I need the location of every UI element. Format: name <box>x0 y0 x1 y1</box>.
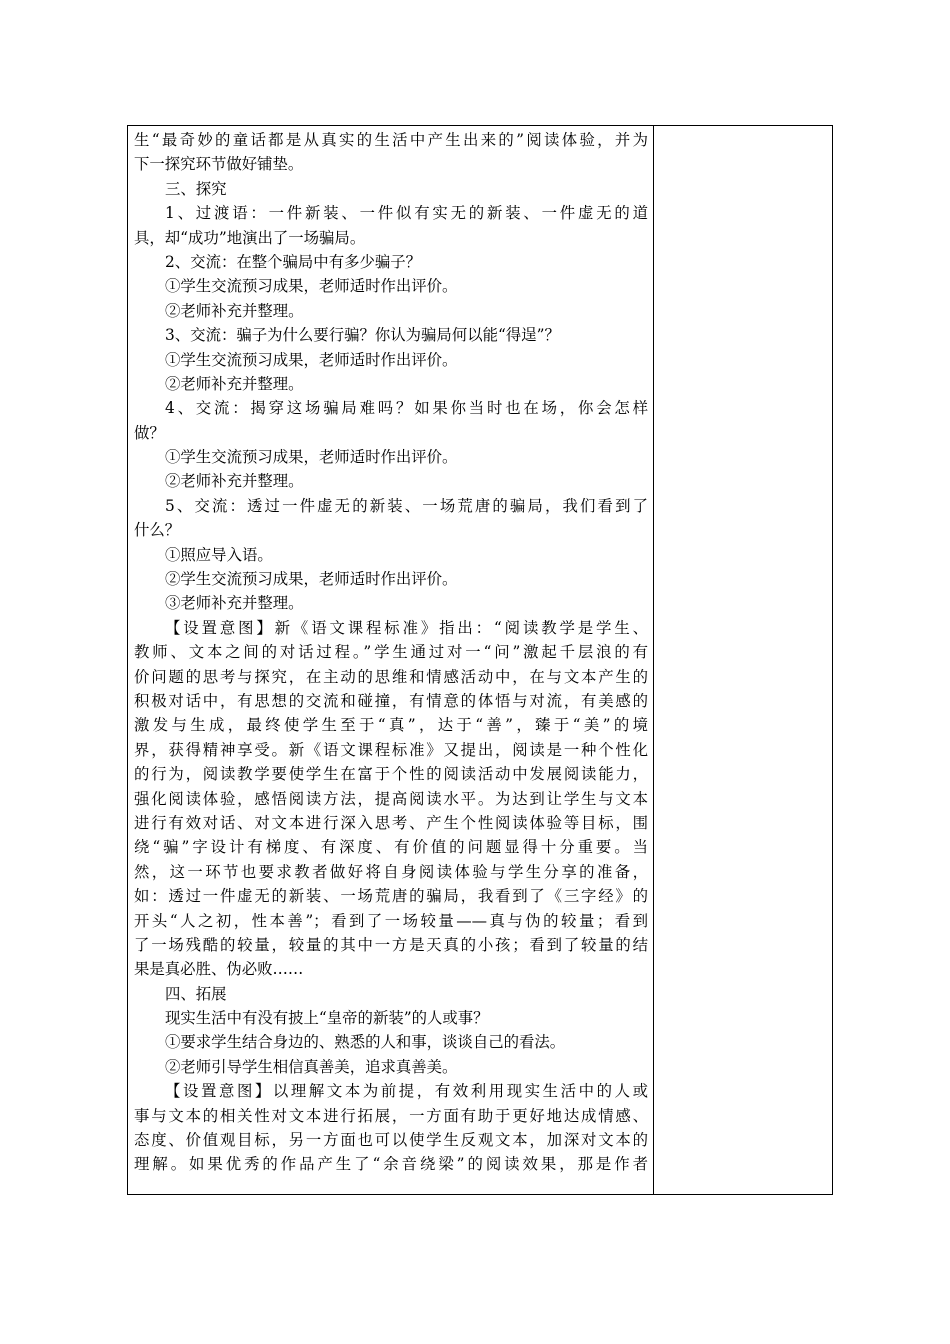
text-line: 进行有效对话、对文本进行深入思考、产生个性阅读体验等目标，围 <box>134 813 648 832</box>
text-line: 强化阅读体验，感悟阅读方法，提高阅读水平。为达到让学生与文本 <box>134 789 648 808</box>
text-line: 具，却“成功”地演出了一场骗局。 <box>134 228 366 247</box>
text-line: 生“最奇妙的童话都是从真实的生活中产生出来的”阅读体验，并为 <box>134 131 648 149</box>
text-line: 的行为，阅读教学要使学生在富于个性的阅读活动中发展阅读能力， <box>134 765 648 784</box>
text-line: 界，获得精神享受。新《语文课程标准》又提出，阅读是一种个性化 <box>134 740 648 759</box>
text-line: 教师、文本之间的对话过程。”学生通过对一“问”激起千层浪的有 <box>134 643 648 662</box>
text-line: 果是真必胜、伪必败…… <box>134 960 304 979</box>
text-line: 四、拓展 <box>165 984 227 1003</box>
text-line: 【设置意图】新《语文课程标准》指出：“阅读教学是学生、 <box>165 618 648 637</box>
text-line: 开头“人之初，性本善”；看到了一场较量——真与伪的较量；看到 <box>134 911 648 930</box>
text-line: 下一探究环节做好铺垫。 <box>134 155 304 174</box>
text-line: 做？ <box>134 423 165 442</box>
text-line: 1、过渡语：一件新装、一件似有实无的新装、一件虚无的道 <box>165 204 648 223</box>
text-line: 三、探究 <box>165 179 227 198</box>
text-line: 【设置意图】以理解文本为前提，有效利用现实生活中的人或 <box>165 1082 648 1101</box>
text-line: ②老师补充并整理。 <box>165 374 304 393</box>
text-line: 积极对话中，有思想的交流和碰撞，有情意的体悟与对流，有美感的 <box>134 691 648 710</box>
text-line: 2、交流：在整个骗局中有多少骗子？ <box>165 252 422 271</box>
text-line: ②老师补充并整理。 <box>165 301 304 320</box>
text-line: ①学生交流预习成果，老师适时作出评价。 <box>165 350 458 369</box>
text-line: 然，这一环节也要求教者做好将自身阅读体验与学生分享的准备， <box>134 862 648 881</box>
text-line: 了一场残酷的较量，较量的其中一方是天真的小孩；看到了较量的结 <box>134 935 648 954</box>
text-line: ①学生交流预习成果，老师适时作出评价。 <box>165 277 458 296</box>
text-line: 如：透过一件虚无的新装、一场荒唐的骗局，我看到了《三字经》的 <box>134 887 648 906</box>
lesson-plan-table <box>127 125 833 1195</box>
text-line: 4、交流：揭穿这场骗局难吗？如果你当时也在场，你会怎样 <box>165 399 648 418</box>
text-line: 态度、价值观目标，另一方面也可以使学生反观文本，加深对文本的 <box>134 1131 648 1150</box>
text-line: ②老师补充并整理。 <box>165 472 304 491</box>
text-line: 3、交流：骗子为什么要行骗？你认为骗局何以能“得逞”？ <box>165 326 560 345</box>
text-line: ①要求学生结合身边的、熟悉的人和事，谈谈自己的看法。 <box>165 1033 566 1052</box>
text-line: ③老师补充并整理。 <box>165 594 304 613</box>
text-line: ①学生交流预习成果，老师适时作出评价。 <box>165 448 458 467</box>
text-line: 绕“骗”字设计有梯度、有深度、有价值的问题显得十分重要。当 <box>134 838 648 857</box>
notes-cell <box>654 126 832 1194</box>
text-line: 事与文本的相关性对文本进行拓展，一方面有助于更好地达成情感、 <box>134 1106 648 1125</box>
text-line: ②学生交流预习成果，老师适时作出评价。 <box>165 570 458 589</box>
text-line: 5、交流：透过一件虚无的新装、一场荒唐的骗局，我们看到了 <box>165 496 648 515</box>
text-line: ②老师引导学生相信真善美，追求真善美。 <box>165 1057 458 1076</box>
text-line: 激发与生成，最终使学生至于“真”，达于“善”，臻于“美”的境 <box>134 716 648 735</box>
text-line: 什么？ <box>134 521 181 540</box>
text-line: ①照应导入语。 <box>165 545 273 564</box>
text-line: 现实生活中有没有披上“皇帝的新装”的人或事？ <box>165 1009 489 1028</box>
text-line: 价问题的思考与探究，在主动的思维和情感活动中，在与文本产生的 <box>134 667 648 686</box>
lesson-content-cell <box>134 128 648 1192</box>
text-line: 理解。如果优秀的作品产生了“余音绕梁”的阅读效果，那是作者 <box>134 1155 648 1174</box>
